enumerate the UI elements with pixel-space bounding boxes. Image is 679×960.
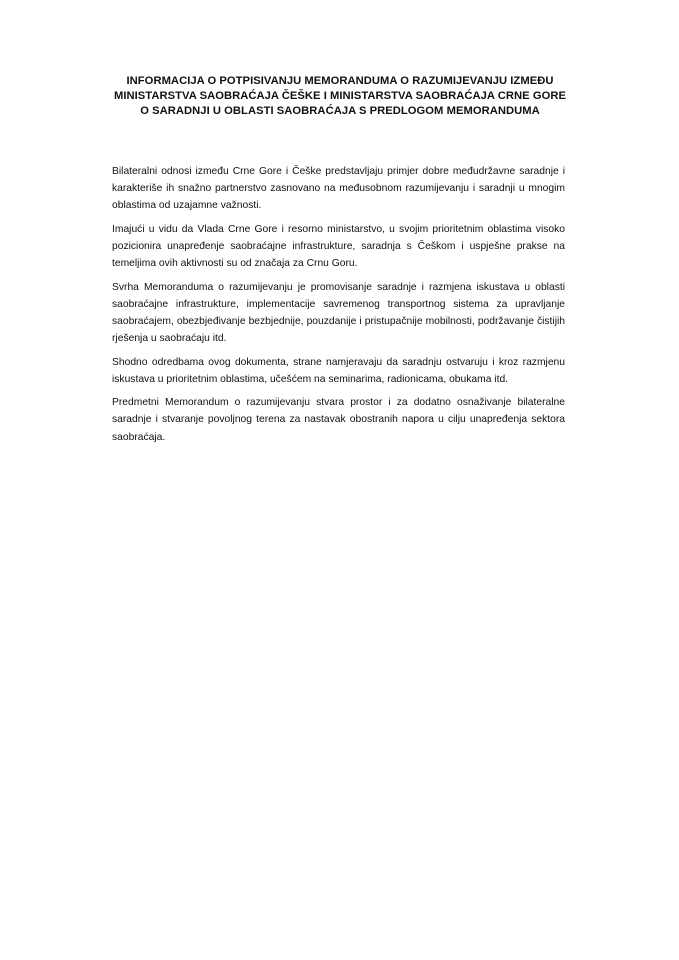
document-body [112,163,565,452]
title-line: MINISTARSTVA SAOBRAĆAJA ČEŠKE I MINISTARSTVA SAOBRAĆAJA CRNE GORE [113,90,566,102]
title-line: INFORMACIJA O POTPISIVANJU MEMORANDUMA O RAZUMIJEVANJU IZMEĐU [126,75,554,87]
paragraph: Imajući u vidu da Vlada Crne Gore i resorno ministarstvo, u svojim prioritetnim oblastima visoko pozicionira unapređenje saobraćajne infrastrukture, saradnja s Češkom i uspješne prakse na temeljima ovih aktivnosti su od značaja za Crnu Goru. [112,223,565,270]
paragraph: Bilateralni odnosi između Crne Gore i Češke predstavljaju primjer dobre međudržavne saradnje i karakteriše ih snažno partnerstvo zasnovano na međusobnom razumijevanju i saradnji u mnogim oblastima od uzajamne važnosti. [112,166,565,212]
document-title [105,74,575,119]
paragraph: Svrha Memoranduma o razumijevanju je promovisanje saradnje i razmjena iskustava u oblasti saobraćajne infrastrukture, implementacije savremenog transportnog sistema za upravljanje saobraćajem, obezbjeđivanje bezbjednije, pouzdanije i pristupačnije mobilnosti, podržavanje čistijih rješenja u saobraćaju itd. [112,281,565,345]
paragraph: Predmetni Memorandum o razumijevanju stvara prostor i za dodatno osnaživanje bilateralne saradnje i stvaranje povoljnog terena za nastavak obostranih napora u cilju unapređenja sektora saobraćaja. [112,397,565,443]
paragraph: Shodno odredbama ovog dokumenta, strane namjeravaju da saradnju ostvaruju i kroz razmjenu iskustava u prioritetnim oblastima, učešćem na seminarima, radionicama, obukama itd. [112,356,565,385]
title-line: O SARADNJI U OBLASTI SAOBRAĆAJA S PREDLOGOM MEMORANDUMA [140,105,540,117]
